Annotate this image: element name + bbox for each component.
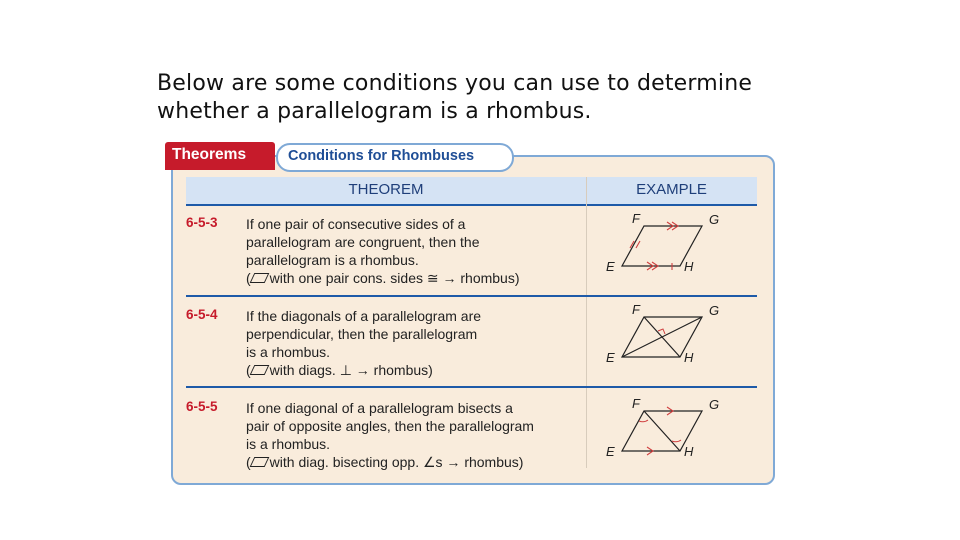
intro-text <box>157 70 857 126</box>
table-header <box>186 177 757 206</box>
vertex-g: G <box>709 212 720 227</box>
vertex-e: E <box>606 259 615 274</box>
theorem-line: is a rhombus. <box>246 436 331 452</box>
row-separator <box>186 386 757 388</box>
vertex-f: F <box>632 396 640 411</box>
vertex-g: G <box>709 397 720 412</box>
parallelogram-icon <box>249 273 269 283</box>
vertex-h: H <box>684 350 694 365</box>
shorthand-text: with one pair cons. sides ≅ → rhombus) <box>269 270 520 286</box>
theorem-text <box>246 399 586 471</box>
rhombus-diagram-2 <box>606 302 732 373</box>
rhombus-diagram-3 <box>606 395 732 465</box>
theorem-number: 6-5-4 <box>186 307 218 322</box>
theorem-line: parallelogram are congruent, then the <box>246 234 480 250</box>
vertex-h: H <box>684 444 694 459</box>
shorthand-text: with diags. ⊥ → rhombus) <box>269 362 433 378</box>
theorem-shorthand: ( with one pair cons. sides ≅ → rhombus) <box>246 270 520 286</box>
topic-tab-label: Conditions for Rhombuses <box>288 148 475 164</box>
theorem-column-header: THEOREM <box>348 181 424 198</box>
theorem-text <box>246 307 586 379</box>
vertex-e: E <box>606 444 615 459</box>
theorem-line: perpendicular, then the parallelogram <box>246 326 478 342</box>
theorem-line: pair of opposite angles, then the parallelogram <box>246 418 534 434</box>
vertex-h: H <box>684 259 694 274</box>
theorem-shorthand: ( with diag. bisecting opp. ∠s → rhombus) <box>246 454 524 470</box>
intro-line-1: Below are some conditions you can use to determine <box>157 71 753 96</box>
theorem-line: If one diagonal of a parallelogram bisects a <box>246 400 513 416</box>
vertex-g: G <box>709 303 720 318</box>
column-divider <box>586 177 587 468</box>
vertex-e: E <box>606 350 615 365</box>
topic-tab <box>276 143 514 172</box>
theorem-text <box>246 215 586 287</box>
theorem-line: If one pair of consecutive sides of a <box>246 216 466 232</box>
example-column-header: EXAMPLE <box>636 181 707 198</box>
theorem-number: 6-5-5 <box>186 399 218 414</box>
theorems-tab <box>165 142 275 170</box>
theorems-tab-label: Theorems <box>172 146 247 163</box>
theorem-line: is a rhombus. <box>246 344 331 360</box>
row-separator <box>186 295 757 297</box>
shorthand-text: with diag. bisecting opp. ∠s → rhombus) <box>269 454 524 470</box>
theorem-number: 6-5-3 <box>186 215 218 230</box>
theorem-line: If the diagonals of a parallelogram are <box>246 308 482 324</box>
vertex-f: F <box>632 302 640 317</box>
intro-line-2: whether a parallelogram is a rhombus. <box>157 99 592 124</box>
vertex-f: F <box>632 211 640 226</box>
theorem-line: parallelogram is a rhombus. <box>246 252 419 268</box>
rhombus-diagram-1 <box>606 211 732 281</box>
parallelogram-icon <box>249 457 269 467</box>
theorem-shorthand: ( with diags. ⊥ → rhombus) <box>246 362 433 378</box>
parallelogram-icon <box>249 365 269 375</box>
